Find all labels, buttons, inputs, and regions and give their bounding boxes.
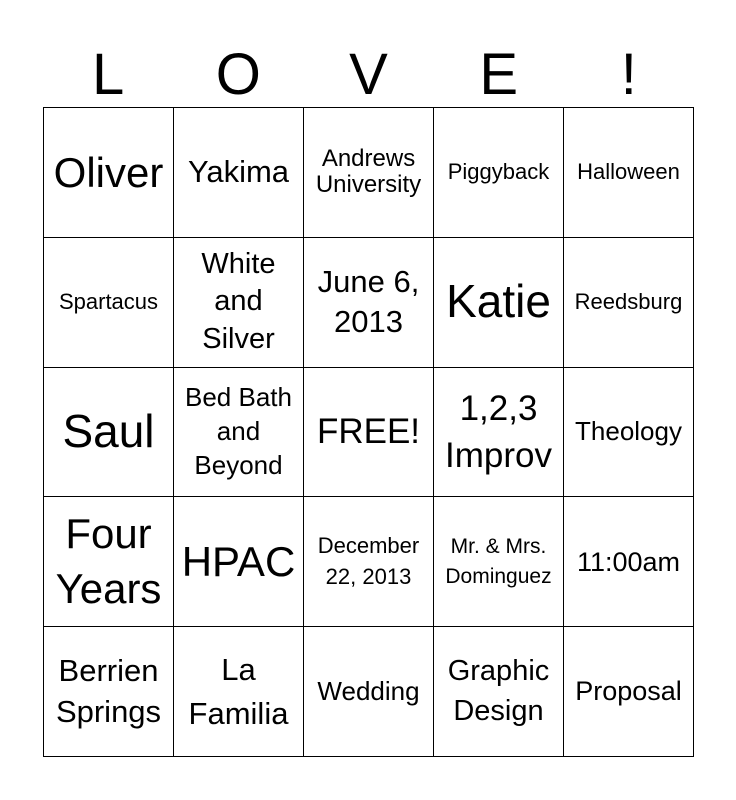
bingo-cell (564, 368, 694, 498)
bingo-cell (564, 238, 694, 368)
cell-text: FREE! (316, 412, 421, 452)
cell-text: Berrien Springs (55, 653, 162, 729)
header-letter-v: V (349, 42, 388, 107)
bingo-header (43, 44, 694, 106)
bingo-cell (304, 368, 434, 498)
bingo-cell (304, 238, 434, 368)
bingo-cell (564, 108, 694, 238)
cell-text: Wedding (317, 676, 420, 707)
bingo-cell (174, 108, 304, 238)
bingo-cell (44, 497, 174, 627)
bingo-cell (44, 368, 174, 498)
cell-text: Proposal (575, 676, 682, 707)
cell-text: December 22, 2013 (317, 532, 420, 589)
bingo-grid (43, 107, 694, 757)
cell-text: Saul (62, 405, 155, 458)
bingo-cell (304, 627, 434, 757)
header-letter-o: O (215, 42, 261, 107)
bingo-cell (44, 238, 174, 368)
cell-text: Spartacus (58, 288, 159, 314)
bingo-cell (174, 368, 304, 498)
bingo-cell (434, 627, 564, 757)
cell-text: Graphic Design (447, 655, 550, 727)
cell-text: 1,2,3 Improv (445, 388, 552, 475)
cell-text: Piggyback (447, 159, 550, 185)
cell-text: Four Years (55, 510, 162, 612)
cell-text: 11:00am (576, 546, 681, 577)
bingo-cell (304, 108, 434, 238)
cell-text: Andrews University (315, 144, 422, 199)
cell-text: White and Silver (201, 247, 276, 356)
bingo-cell (304, 497, 434, 627)
header-letter-l: L (91, 42, 125, 107)
cell-text: Bed Bath and Beyond (185, 382, 292, 480)
cell-text: Yakima (187, 154, 290, 190)
header-letter-e: E (479, 42, 518, 107)
cell-text: Theology (575, 416, 682, 447)
cell-text: Oliver (53, 148, 164, 196)
bingo-cell (564, 497, 694, 627)
bingo-cell (434, 368, 564, 498)
bingo-cell (44, 108, 174, 238)
cell-text: June 6, 2013 (317, 263, 420, 340)
bingo-cell (434, 238, 564, 368)
bingo-cell (174, 238, 304, 368)
bingo-cell (564, 627, 694, 757)
cell-text: Mr. & Mrs. Dominguez (445, 535, 552, 588)
bingo-cell (434, 108, 564, 238)
header-letter-exclamation: ! (620, 42, 637, 107)
cell-text: La Familia (188, 652, 289, 731)
bingo-cell (174, 627, 304, 757)
cell-text: Halloween (577, 159, 680, 185)
cell-text: Katie (446, 275, 551, 328)
bingo-cell (434, 497, 564, 627)
bingo-cell (174, 497, 304, 627)
bingo-cell (44, 627, 174, 757)
cell-text: HPAC (181, 538, 296, 586)
cell-text: Reedsburg (574, 288, 683, 314)
